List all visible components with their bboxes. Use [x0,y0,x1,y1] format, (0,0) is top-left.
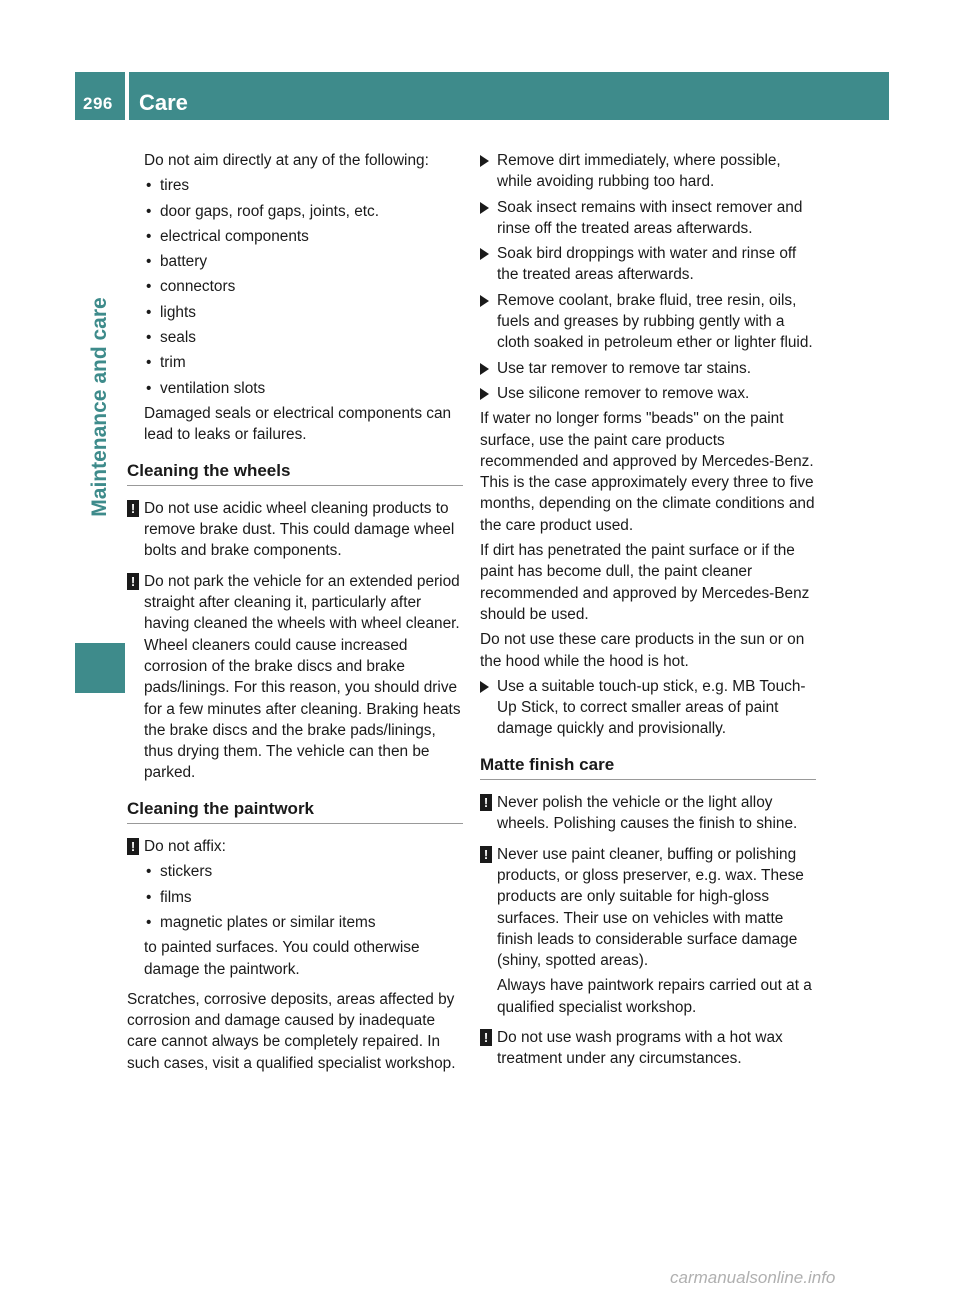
step-text: Remove coolant, brake fluid, tree resin, oils, fuels and greases by rubbing gently with a cloth soaked in petroleum ether or lighter fluid. [497,291,813,352]
left-column [127,150,463,1078]
affix-list [144,861,463,933]
step-item [480,358,816,379]
scratches-note: Scratches, corrosive deposits, areas affected by corrosion and damage caused by inadequate care cannot always be completely repaired. In such cases, visit a qualified specialist workshop. [127,990,456,1072]
section-header [129,72,889,120]
touchup-steps [480,676,816,740]
list-item: • lights [144,302,463,323]
page-number-box [75,72,125,120]
warning-icon: ! [480,846,492,863]
step-text: Remove dirt immediately, where possible, while avoiding rubbing too hard. [497,152,781,191]
arrow-icon [480,155,489,167]
list-item: • ventilation slots [144,378,463,399]
step-item [480,676,816,740]
page-number: 296 [83,94,113,113]
step-item [480,243,816,286]
step-item [480,290,816,354]
warning-icon: ! [127,500,139,517]
warning-icon: ! [480,794,492,811]
step-text: Soak insect remains with insect remover and rinse off the treated areas afterwards. [497,198,803,237]
affix-warning [127,836,463,980]
matte-warning-3 [480,1027,816,1070]
warning-text-extra: Always have paintwork repairs carried out at a qualified specialist workshop. [497,977,812,1016]
paintwork-heading: Cleaning the paintwork [127,798,463,824]
side-tab-label: Maintenance and care [88,297,111,517]
aim-list [127,175,463,399]
warning-text: Do not use acidic wheel cleaning products to remove brake dust. This could damage wheel bolts and brake components. [144,499,455,560]
cleaning-steps [480,150,816,404]
list-item: • seals [144,327,463,348]
warning-icon: ! [480,1029,492,1046]
arrow-icon [480,248,489,260]
matte-heading: Matte finish care [480,754,816,780]
list-item: • connectors [144,276,463,297]
beads-note: If water no longer forms "beads" on the paint surface, use the paint care products recommended and approved by Mercedes-Benz. This is the case approximately every three to five months, depending on the climate conditions and the care product used. [480,410,815,534]
damage-note: Damaged seals or electrical components can lead to leaks or failures. [144,404,452,444]
step-text: Use silicone remover to remove wax. [497,384,750,402]
wheels-warning-1 [127,498,463,562]
step-text: Use tar remover to remove tar stains. [497,359,752,377]
warning-text: Do not use wash programs with a hot wax treatment under any circumstances. [497,1028,783,1068]
watermark: carmanualsonline.info [670,1268,836,1287]
list-item: • trim [144,352,463,373]
list-item: • magnetic plates or similar items [144,912,463,933]
list-item: • stickers [144,861,463,882]
matte-warning-1 [480,792,816,835]
arrow-icon [480,202,489,214]
list-item: • door gaps, roof gaps, joints, etc. [144,201,463,222]
section-title: Care [139,90,188,115]
right-column [480,150,816,1079]
matte-warning-2 [480,844,816,1018]
warning-text: Never polish the vehicle or the light alloy wheels. Polishing causes the finish to shine. [497,794,798,833]
list-item: • tires [144,175,463,196]
list-item: • electrical components [144,226,463,247]
arrow-icon [480,681,489,693]
warning-text: Never use paint cleaner, buffing or polishing products, or gloss preserver, e.g. wax. These products are only suitable for high-gloss surfaces. Their use on vehicles with matte finish leads to considerable surface damage (shiny, spotted areas). [497,845,804,970]
arrow-icon [480,363,489,375]
step-text: Use a suitable touch-up stick, e.g. MB Touch-Up Stick, to correct smaller areas of paint damage quickly and provisionally. [497,677,806,738]
affix-outro: to painted surfaces. You could otherwise damage the paintwork. [144,939,420,978]
aim-intro: Do not aim directly at any of the following: [144,152,429,169]
step-item [480,383,816,404]
sun-note: Do not use these care products in the sun or on the hood while the hood is hot. [480,631,805,670]
list-item: • battery [144,251,463,272]
warning-icon: ! [127,838,139,855]
side-tab [75,120,125,694]
affix-intro: Do not affix: [144,838,226,856]
step-item [480,197,816,240]
side-tab-marker [75,643,125,693]
arrow-icon [480,295,489,307]
arrow-icon [480,388,489,400]
wheels-heading: Cleaning the wheels [127,460,463,486]
warning-icon: ! [127,573,139,590]
wheels-warning-2 [127,571,463,784]
warning-text: Do not park the vehicle for an extended period straight after cleaning it, particularly after having cleaned the wheels with wheel cleaner. Wheel cleaners could cause increased corrosion of the brake discs and brake pads/linings. For this reason, you should drive for a few minutes after cleaning. Braking heats the brake discs and the brake pads/linings, thus drying them. The vehicle can then be parked. [144,572,461,782]
dull-note: If dirt has penetrated the paint surface or if the paint has become dull, the paint cleaner recommended and approved by Mercedes-Benz should be used. [480,542,810,623]
list-item: • films [144,887,463,908]
step-text: Soak bird droppings with water and rinse off the treated areas afterwards. [497,245,797,284]
step-item [480,150,816,193]
